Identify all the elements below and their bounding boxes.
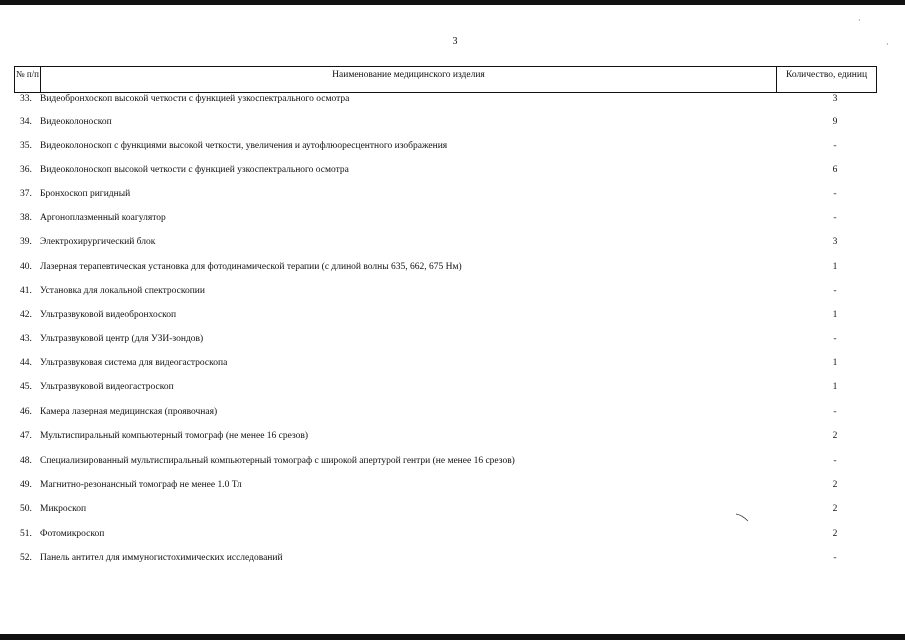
table-row xyxy=(20,479,850,491)
table-row xyxy=(20,381,850,393)
row-number: 33. xyxy=(20,94,32,104)
row-number: 43. xyxy=(20,334,32,344)
row-quantity: - xyxy=(833,456,837,466)
row-number: 51. xyxy=(20,529,32,539)
table-row xyxy=(20,261,850,273)
table-row xyxy=(20,552,850,564)
row-quantity: 1 xyxy=(832,310,838,320)
row-quantity: 1 xyxy=(832,358,838,368)
row-number: 44. xyxy=(20,358,32,368)
row-number: 38. xyxy=(20,213,32,223)
row-quantity: 1 xyxy=(832,382,838,392)
row-number: 39. xyxy=(20,237,32,247)
row-number: 47. xyxy=(20,431,32,441)
table-row xyxy=(20,430,850,442)
page-number: 3 xyxy=(452,36,458,47)
table-row xyxy=(20,188,850,200)
row-quantity: - xyxy=(833,189,837,199)
table-row xyxy=(20,406,850,418)
row-name: Микроскоп xyxy=(40,504,87,514)
row-number: 42. xyxy=(20,310,32,320)
row-number: 46. xyxy=(20,407,32,417)
row-name: Лазерная терапевтическая установка для фотодинамической терапии (с длиной волны 635, 662, 675 Нм) xyxy=(40,262,462,272)
header-number-column: № п/п xyxy=(15,67,41,92)
table-row xyxy=(20,212,850,224)
row-name: Камера лазерная медицинская (проявочная) xyxy=(40,407,218,417)
row-quantity: 6 xyxy=(832,165,838,175)
row-name: Видеобронхоскоп высокой четкости с функцией узкоспектрального осмотра xyxy=(40,94,350,104)
row-quantity: - xyxy=(833,334,837,344)
row-number: 41. xyxy=(20,286,32,296)
row-quantity: - xyxy=(833,286,837,296)
row-quantity: - xyxy=(833,553,837,563)
table-row xyxy=(20,503,850,515)
header-name-column: Наименование медицинского изделия xyxy=(41,67,777,92)
row-quantity: 2 xyxy=(832,529,838,539)
row-number: 35. xyxy=(20,141,32,151)
row-number: 49. xyxy=(20,480,32,490)
table-row xyxy=(20,93,850,105)
row-name: Панель антител для иммуногистохимических исследований xyxy=(40,553,283,563)
table-row xyxy=(20,455,850,467)
row-name: Аргоноплазменный коагулятор xyxy=(40,213,166,223)
table-row xyxy=(20,236,850,248)
table-row xyxy=(20,116,850,128)
pen-stroke-mark xyxy=(735,512,749,522)
table-row xyxy=(20,357,850,369)
row-number: 50. xyxy=(20,504,32,514)
row-name: Мультиспиральный компьютерный томограф (не менее 16 срезов) xyxy=(40,431,309,441)
row-quantity: - xyxy=(833,407,837,417)
row-name: Электрохирургический блок xyxy=(40,237,156,247)
scan-speck: · xyxy=(886,40,889,49)
row-name: Ультразвуковой видеобронхоскоп xyxy=(40,310,177,320)
row-name: Ультразвуковой видеогастроскоп xyxy=(40,382,174,392)
row-number: 36. xyxy=(20,165,32,175)
row-number: 34. xyxy=(20,117,32,127)
row-number: 37. xyxy=(20,189,32,199)
table-row xyxy=(20,333,850,345)
header-quantity-column: Количество, единиц xyxy=(785,70,868,80)
row-number: 48. xyxy=(20,456,32,466)
row-name: Ультразвуковой центр (для УЗИ-зондов) xyxy=(40,334,204,344)
row-quantity: 3 xyxy=(832,237,838,247)
row-quantity: - xyxy=(833,141,837,151)
row-quantity: 3 xyxy=(832,94,838,104)
table-row xyxy=(20,285,850,297)
table-row xyxy=(20,528,850,540)
row-name: Ультразвуковая система для видеогастроскопа xyxy=(40,358,228,368)
scan-bottom-border xyxy=(0,634,905,640)
row-name: Видеоколоноскоп с функциями высокой четкости, увеличения и аутофлюоресцентного изображения xyxy=(40,141,448,151)
row-name: Фотомикроскоп xyxy=(40,529,105,539)
row-name: Бронхоскоп ригидный xyxy=(40,189,131,199)
row-name: Видеоколоноскоп xyxy=(40,117,112,127)
row-quantity: 2 xyxy=(832,480,838,490)
row-number: 52. xyxy=(20,553,32,563)
row-quantity: 2 xyxy=(832,504,838,514)
table-row xyxy=(20,140,850,152)
row-number: 40. xyxy=(20,262,32,272)
row-quantity: 9 xyxy=(832,117,838,127)
row-name: Видеоколоноскоп высокой четкости с функцией узкоспектрального осмотра xyxy=(40,165,349,175)
row-quantity: 2 xyxy=(832,431,838,441)
row-name: Специализированный мультиспиральный компьютерный томограф с широкой апертурой гентри (не менее 16 срезов) xyxy=(40,456,515,466)
row-number: 45. xyxy=(20,382,32,392)
row-quantity: - xyxy=(833,213,837,223)
row-quantity: 1 xyxy=(832,262,838,272)
row-name: Установка для локальной спектроскопии xyxy=(40,286,205,296)
table-row xyxy=(20,309,850,321)
row-name: Магнитно-резонансный томограф не менее 1.0 Тл xyxy=(40,480,242,490)
table-row xyxy=(20,164,850,176)
scan-speck: · xyxy=(858,16,861,25)
